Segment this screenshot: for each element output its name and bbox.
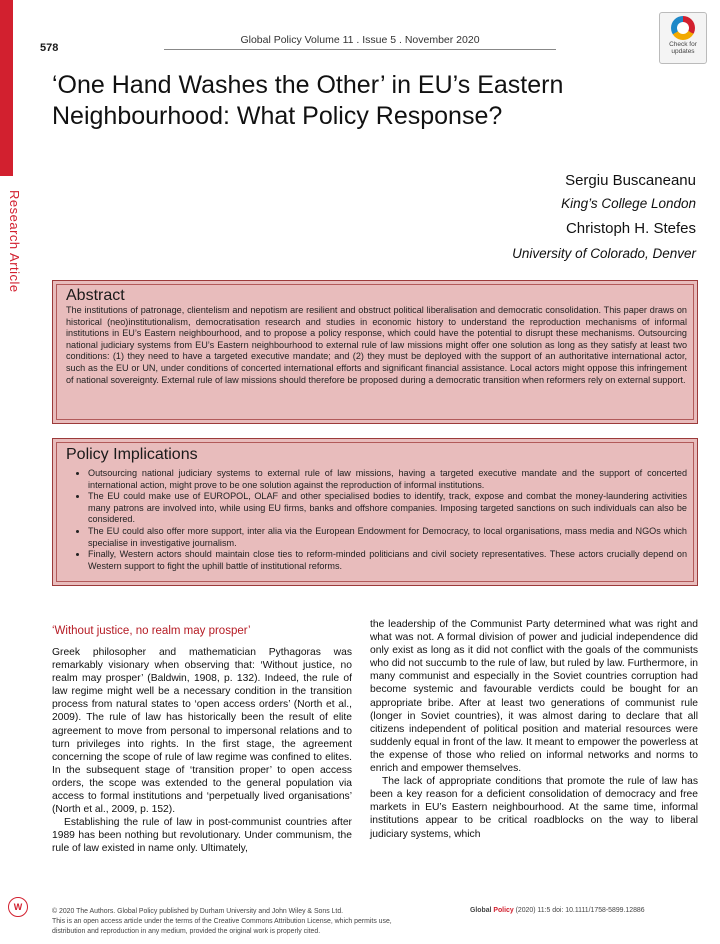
footer-license-line2: distribution and reproduction in any medium, provided the original work is properly cited. [52, 928, 321, 935]
list-item: • Outsourcing national judiciary systems to external rule of law missions, having a targeted executive mandate and the support of concerted international action, might prove to be one solution against the reproduction of informal institutions. [88, 468, 687, 491]
author-affiliation: University of Colorado, Denver [512, 246, 696, 261]
footer-copyright: © 2020 The Authors. Global Policy published by Durham University and John Wiley & Sons Ltd. [52, 908, 344, 915]
paragraph: Establishing the rule of law in post-communist countries after 1989 has been nothing but revolutionary. Under communism, the rule of law existed in name only. Ultimately, [52, 817, 352, 855]
footer-journal-name: Global [470, 907, 494, 914]
paragraph: Greek philosopher and mathematician Pythagoras was remarkably visionary when observing that: ‘Without justice, no realm may prosper’ (Baldwin, 1908, p. 132). Indeed, the rule of law regime might well be a necessary condition in the transition process from natural states to ‘open access orders’ (North et al., 2009). The rule of law has historically been the result of elite agreement to move from personal to impersonal relations and to turn privileges into rights. In the first stage, the agreement concerning the scope of rule of law regime was confined to elites. In the subsequent stage of ‘transition proper’ to open access orders, the scope was extended to the general population via access to formal institutions and ‘perpetually lived organisations’ (North et al., 2009, p. 152). [52, 647, 352, 816]
left-column [52, 646, 352, 856]
abstract-text: The institutions of patronage, clientelism and nepotism are resilient and obstruct political liberalisation and democratic consolidation. This paper draws on historical (neo)institutionalism, democratisation research and studies in economic history to understand the reproduction mechanisms of informal institutions in EU’s Eastern neighbourhood, and to propose a policy response, which could have the potential to disrupt these mechanisms. Outsourcing national judiciary systems from EU’s Eastern neighbourhood to external rule of law missions might offer one solution as long as they satisfy at least two conditions: (1) they need to have a targeted executive mandate; and (2) they must be deployed with the support of an authoritative international actor, such as the EU or UN, under conditions of concerted international efforts and significant financial assistance. Local actors might oppose this infringement of national sovereignty. External rule of law missions should therefore be proposed during a democratic transition when reformers rely on external support. [66, 305, 687, 385]
wiley-logo-icon: W [8, 897, 28, 917]
right-column [370, 618, 698, 841]
paragraph: The lack of appropriate conditions that promote the rule of law has been a key reason for a deficient consolidation of democracy and free markets in EU’s Eastern neighbourhood. At the same time, informal institutions appear to be critical roadblocks on the way to liberal judiciary systems, which [370, 776, 698, 840]
footer-license-line1: This is an open access article under the terms of the Creative Commons Attribution License, which permits use, [52, 918, 392, 925]
abstract-box [52, 280, 698, 424]
policy-heading: Policy Implications [66, 446, 198, 463]
abstract-heading: Abstract [66, 287, 125, 304]
footer-doi[interactable]: (2020) 11:5 doi: 10.1111/1758-5899.12886 [513, 907, 645, 914]
check-for-updates-badge[interactable] [659, 12, 707, 64]
author-name: Sergiu Buscaneanu [565, 172, 696, 189]
red-margin-bar [0, 0, 13, 176]
footer-license [52, 907, 452, 937]
article-type-label: Research Article [7, 190, 22, 293]
page-number: 578 [40, 42, 59, 54]
section-heading: ‘Without justice, no realm may prosper’ [52, 625, 251, 637]
crossmark-icon [671, 16, 695, 40]
author-name: Christoph H. Stefes [565, 220, 696, 237]
header-rule [164, 49, 556, 50]
policy-implications-box [52, 438, 698, 586]
policy-list [66, 468, 687, 572]
article-title: ‘One Hand Washes the Other’ in EU’s Eastern Neighbourhood: What Policy Response? [52, 71, 564, 130]
check-badge-line2: updates [671, 48, 695, 55]
paragraph: the leadership of the Communist Party determined what was right and what was not. A formal division of power and judicial independence did only exist as long as it did not conflict with the goals of the communists who did not succumb to the rule of law, but ruled by law. Furthermore, in many communist and especially in the Soviet countries corruption had become systemic and favourable verdicts could be bought for an appropriate bribe. After at least two generations of communist rule (longer in Soviet countries), it was almost daring to declare that all citizens independent of political position and material resources were suddenly equal in front of the law. It meant to empower the powerless at the expense of those who relied on informal networks and norms to enrich and empower themselves. [370, 619, 698, 775]
journal-header: Global Policy Volume 11 . Issue 5 . November 2020 [240, 34, 480, 46]
footer-citation [470, 907, 700, 914]
check-badge-line1: Check for [669, 41, 697, 48]
list-item: • Finally, Western actors should maintain close ties to reform-minded politicians and civil society representatives. These actors crucially depend on Western support to fight the uphill battle of institutional reforms. [88, 549, 687, 572]
list-item: • The EU could also offer more support, inter alia via the European Endowment for Democracy, to local organisations, mass media and NGOs which specialise in investigative journalism. [88, 526, 687, 549]
author-affiliation: King’s College London [561, 196, 696, 211]
list-item: • The EU could make use of EUROPOL, OLAF and other specialised bodies to identify, track, expose and combat the money-laundering activities many patrons are involved into, while using EU firms, banks and offshore companies. Imposing targeted sanctions on such individuals can also be considered. [88, 491, 687, 526]
footer-journal-name-accent: Policy [493, 907, 514, 914]
